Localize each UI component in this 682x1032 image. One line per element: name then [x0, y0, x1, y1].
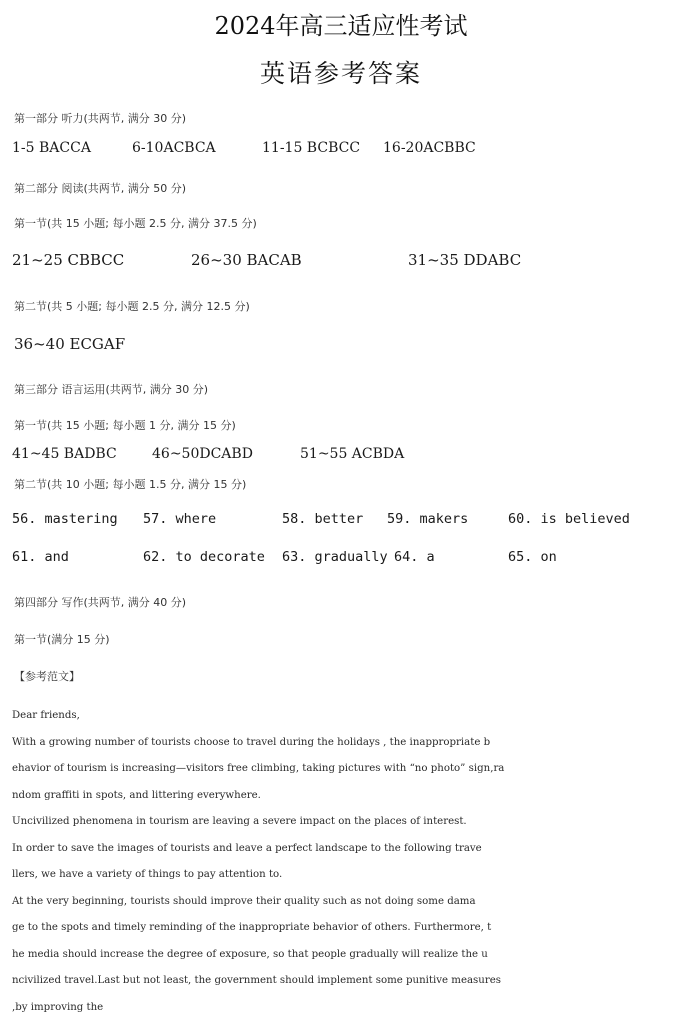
answer-group: 46~50DCABD [152, 446, 253, 462]
answer-item: 61. and [12, 549, 69, 565]
answer-group: 26~30 BACAB [191, 251, 302, 269]
sample-essay [12, 703, 652, 1021]
answer-item: 64. a [394, 549, 435, 565]
answer-group: 36~40 ECGAF [14, 335, 126, 353]
answer-key-title: 英语参考答案 [259, 59, 422, 88]
part2-section1-header: 第一节(共 15 小题; 每小题 2.5 分, 满分 37.5 分) [14, 217, 257, 230]
answer-item: 63. gradually [282, 549, 388, 565]
part3-section2-header: 第二节(共 10 小题; 每小题 1.5 分, 满分 15 分) [14, 478, 247, 491]
part4-section1-header: 第一节(满分 15 分) [14, 633, 110, 646]
essay-line: ,by improving the [12, 1001, 104, 1013]
essay-line: Dear friends, [12, 710, 80, 721]
part2-section2-header: 第二节(共 5 小题; 每小题 2.5 分, 满分 12.5 分) [14, 300, 250, 313]
answer-item: 56. mastering [12, 511, 118, 527]
essay-line: llers, we have a variety of things to pay attention to. [12, 869, 283, 880]
exam-title: 2024年高三适应性考试 [214, 12, 468, 40]
answer-group: 11-15 BCBCC [262, 140, 361, 156]
essay-line: At the very beginning, tourists should improve their quality such as not doing some dama [12, 895, 476, 907]
answer-item: 59. makers [387, 511, 469, 527]
part4-header: 第四部分 写作(共两节, 满分 40 分) [14, 596, 187, 609]
answer-item: 58. better [282, 511, 364, 527]
answer-group: 1-5 BACCA [12, 140, 91, 156]
answer-group: 16-20ACBBC [383, 140, 476, 156]
essay-line: With a growing number of tourists choose to travel during the holidays , the inappropriate b [12, 736, 491, 748]
part3-header: 第三部分 语言运用(共两节, 满分 30 分) [14, 383, 209, 396]
answer-group: 21~25 CBBCC [12, 251, 125, 269]
answer-group: 51~55 ACBDA [300, 446, 405, 462]
essay-line: In order to save the images of tourists and leave a perfect landscape to the following trave [12, 842, 482, 854]
answer-item: 62. to decorate [143, 549, 265, 565]
answer-group: 6-10ACBCA [132, 140, 216, 156]
part3-section1-header: 第一节(共 15 小题; 每小题 1 分, 满分 15 分) [14, 419, 236, 432]
part2-header: 第二部分 阅读(共两节, 满分 50 分) [14, 182, 187, 195]
answer-group: 31~35 DDABC [408, 251, 522, 269]
answer-item: 60. is believed [508, 511, 630, 527]
answer-item: 57. where [143, 511, 217, 527]
essay-line: ehavior of tourism is increasing—visitors free climbing, taking pictures with “no photo” sign,ra [12, 763, 505, 774]
sample-essay-label: 【参考范文】 [14, 670, 80, 683]
part1-header: 第一部分 听力(共两节, 满分 30 分) [14, 112, 187, 125]
essay-line: ncivilized travel.Last but not least, the government should implement some punitive measures [12, 975, 501, 986]
essay-line: ndom graffiti in spots, and littering everywhere. [12, 789, 261, 801]
essay-line: Uncivilized phenomena in tourism are leaving a severe impact on the places of interest. [12, 816, 467, 827]
answer-group: 41~45 BADBC [12, 446, 117, 462]
essay-line: ge to the spots and timely reminding of the inappropriate behavior of others. Furthermore, t [12, 922, 492, 933]
answer-item: 65. on [508, 549, 557, 565]
essay-line: he media should increase the degree of exposure, so that people gradually will realize the u [12, 948, 488, 960]
